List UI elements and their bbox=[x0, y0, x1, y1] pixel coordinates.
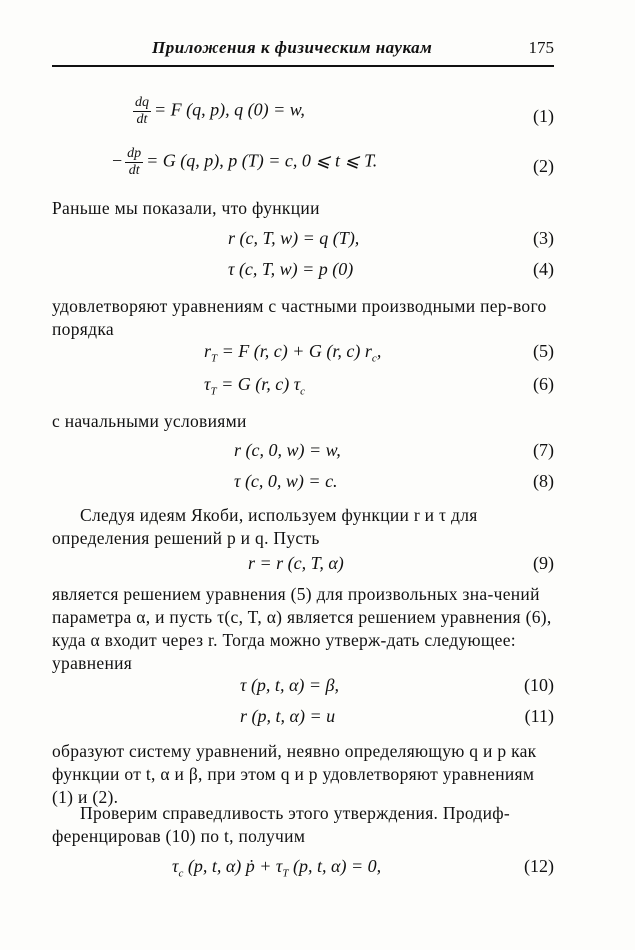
equation-5: $r_T = F$ (r, c) + G (r, c) $r_c$, bbox=[204, 341, 382, 365]
equation-number-2: (2) bbox=[533, 156, 554, 176]
equation-number-11: (11) bbox=[524, 706, 554, 726]
equation-number-4: (4) bbox=[533, 259, 554, 279]
equation-8: τ (c, 0, w) = c. bbox=[234, 471, 338, 491]
equation-3: r (c, T, w) = q (T), bbox=[228, 228, 360, 248]
paragraph-3: с начальными условиями bbox=[52, 411, 247, 431]
equation-9: r = r (c, T, α) bbox=[248, 553, 344, 573]
fraction-dp-dt: $\frac{dp}{dt}$ bbox=[127, 146, 142, 178]
equation-number-7: (7) bbox=[533, 440, 554, 460]
equation-number-12: (12) bbox=[524, 856, 554, 876]
header-title: Приложения к физическим наукам bbox=[152, 38, 433, 57]
equation-7: r (c, 0, w) = w, bbox=[234, 440, 341, 460]
equation-2: − $\frac{dp}{dt}$ = G (q, p), p (T) = c, 0 ⩽ t ⩽ T. bbox=[112, 146, 378, 178]
equation-number-5: (5) bbox=[533, 341, 554, 361]
fraction-dq-dt: $\frac{dq}{dt}$ bbox=[135, 95, 149, 127]
equation-12: $\tau_c$ (p, t, α) ṗ + $\tau_T$ (p, t, α) = 0, bbox=[172, 856, 382, 880]
equation-1: $\frac{dq}{dt}$ = F (q, p), q (0) = w, bbox=[135, 95, 305, 127]
paragraph-7: Проверим справедливость этого утверждения. Продиф-ференцировав (10) по t, получим bbox=[52, 803, 511, 846]
paragraph-4: Следуя идеям Якоби, используем функции r и τ для определения решений p и q. Пусть bbox=[52, 505, 478, 548]
equation-number-8: (8) bbox=[533, 471, 554, 491]
equation-6: $\tau_T = G$ (r, c) $\tau_c$ bbox=[204, 374, 306, 398]
page-number: 175 bbox=[528, 38, 554, 57]
paragraph-2: удовлетворяют уравнениям с частными производными пер-вого порядка bbox=[52, 296, 547, 339]
paragraph-5: является решением уравнения (5) для произвольных зна-чений параметра α, и пусть τ(c, T, α) является решением уравнения (6), куда α входит через r. Тогда можно утверж-дать следующее: уравнения bbox=[52, 584, 552, 673]
running-header bbox=[52, 36, 554, 66]
equation-number-1: (1) bbox=[533, 106, 554, 126]
equation-number-10: (10) bbox=[524, 675, 554, 695]
equation-11: r (p, t, α) = u bbox=[240, 706, 336, 726]
paragraph-1: Раньше мы показали, что функции bbox=[52, 198, 320, 218]
equation-number-3: (3) bbox=[533, 228, 554, 248]
equation-number-9: (9) bbox=[533, 553, 554, 573]
equation-number-6: (6) bbox=[533, 374, 554, 394]
equation-4: τ (c, T, w) = p (0) bbox=[228, 259, 354, 279]
equation-10: τ (p, t, α) = β, bbox=[240, 675, 339, 695]
paragraph-6: образуют систему уравнений, неявно определяющую q и p как функции от t, α и β, при этом q и p удовлетворяют уравнениям (1) и (2). bbox=[52, 741, 537, 807]
header-rule bbox=[52, 65, 554, 67]
